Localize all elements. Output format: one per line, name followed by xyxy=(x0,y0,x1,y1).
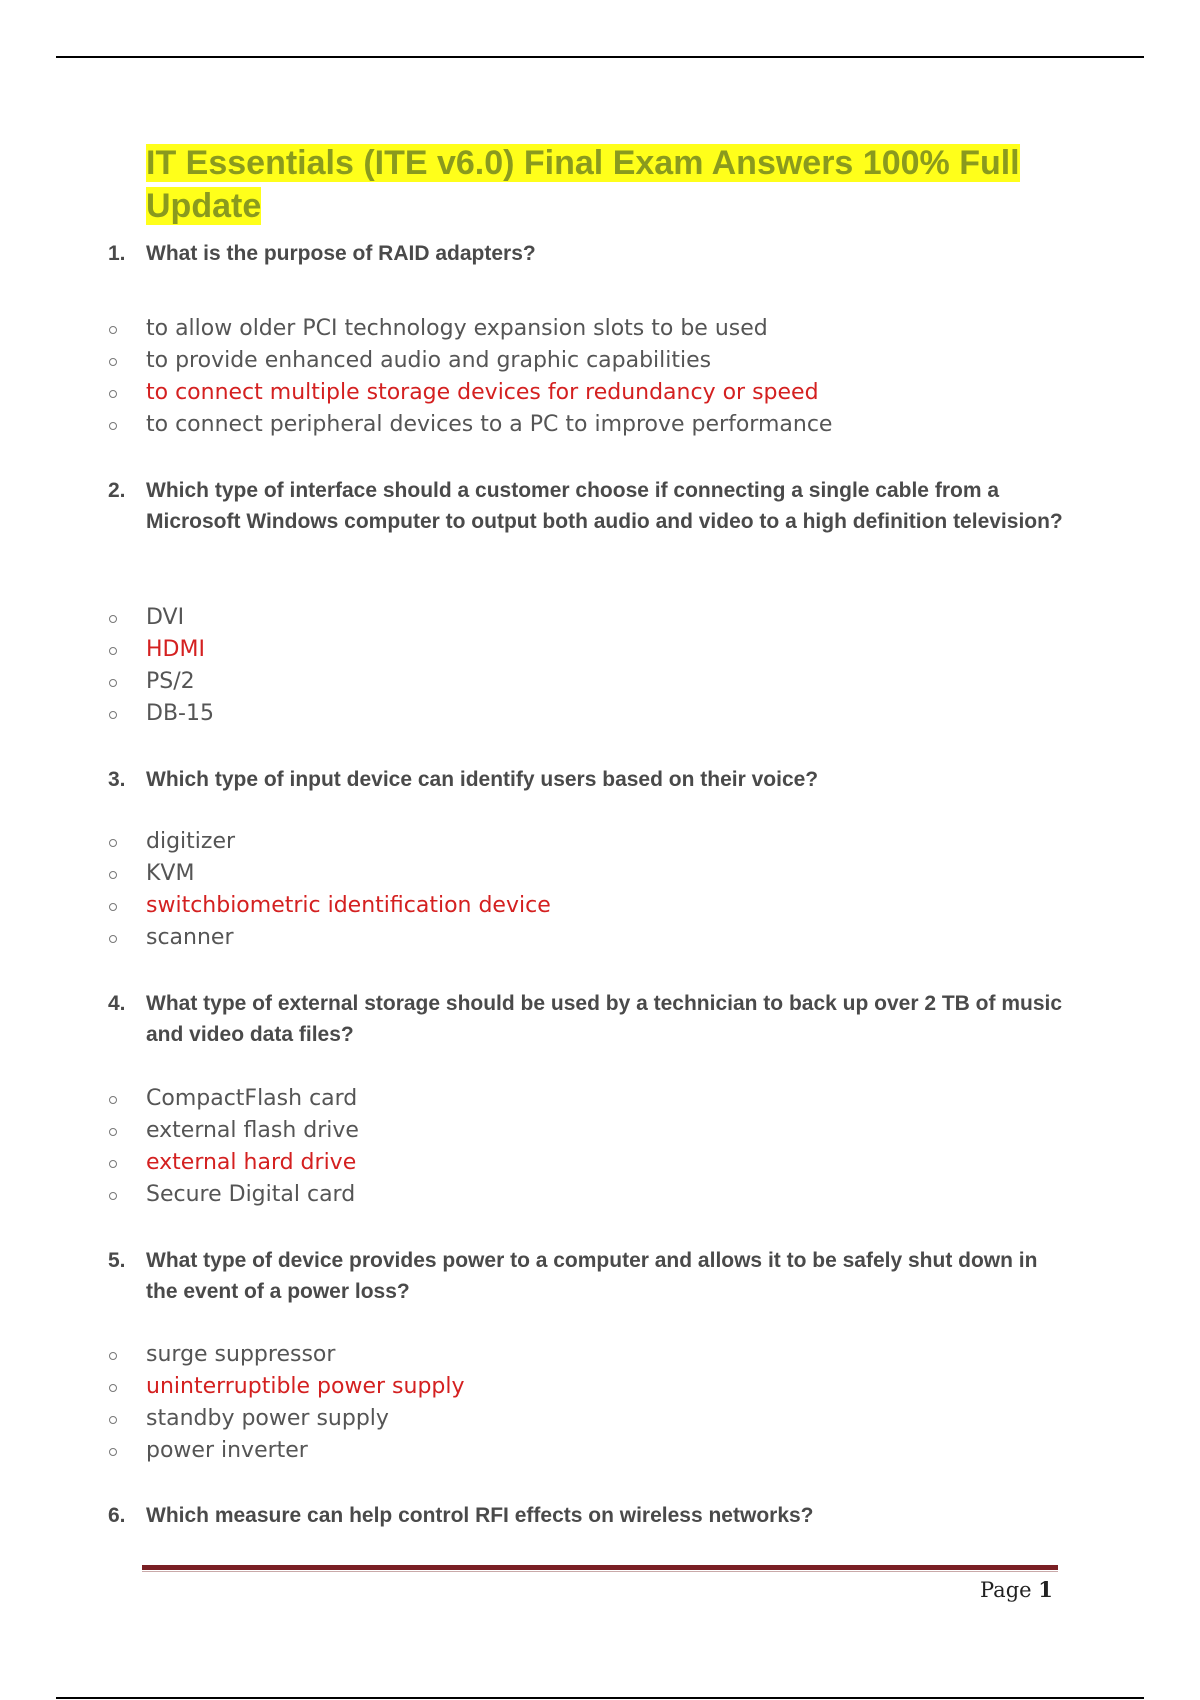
circle-bullet-icon xyxy=(109,1096,117,1104)
circle-bullet-icon xyxy=(109,1416,117,1424)
answer-text: standby power supply xyxy=(146,1406,389,1431)
question-text: What type of external storage should be used by a technician to back up over 2 TB of music and video data files? xyxy=(146,992,1063,1046)
circle-bullet-icon xyxy=(109,326,117,334)
answer-text: to connect peripheral devices to a PC to improve performance xyxy=(146,412,833,437)
answer-text: to provide enhanced audio and graphic capabilities xyxy=(146,348,712,373)
answer-text: to allow older PCI technology expansion slots to be used xyxy=(146,316,768,341)
circle-bullet-icon xyxy=(109,871,117,879)
circle-bullet-icon xyxy=(109,647,117,655)
question-number: 1. xyxy=(108,242,126,265)
circle-bullet-icon xyxy=(109,1352,117,1360)
circle-bullet-icon xyxy=(109,679,117,687)
answer-text: scanner xyxy=(146,925,234,950)
document-title xyxy=(146,142,1046,228)
circle-bullet-icon xyxy=(109,1128,117,1136)
circle-bullet-icon xyxy=(109,1448,117,1456)
answer-text: DVI xyxy=(146,605,185,630)
answer-text: digitizer xyxy=(146,829,236,854)
question-number: 4. xyxy=(108,992,126,1015)
top-rule xyxy=(56,56,1144,58)
bottom-rule xyxy=(56,1697,1144,1699)
footer-rule-shadow xyxy=(142,1571,1058,1572)
circle-bullet-icon xyxy=(109,711,117,719)
question-number: 3. xyxy=(108,768,126,791)
circle-bullet-icon xyxy=(109,935,117,943)
answer-text: external flash drive xyxy=(146,1118,359,1143)
correct-answer-text: external hard drive xyxy=(146,1150,357,1175)
answer-text: PS/2 xyxy=(146,669,195,694)
question-text: What is the purpose of RAID adapters? xyxy=(146,242,536,265)
answer-text: surge suppressor xyxy=(146,1342,336,1367)
footer-rule xyxy=(142,1565,1058,1570)
question-text: Which type of input device can identify users based on their voice? xyxy=(146,768,819,791)
circle-bullet-icon xyxy=(109,615,117,623)
page-label: Page xyxy=(980,1578,1032,1602)
circle-bullet-icon xyxy=(109,903,117,911)
question-number: 6. xyxy=(108,1504,126,1527)
correct-answer-text: HDMI xyxy=(146,637,205,662)
circle-bullet-icon xyxy=(109,422,117,430)
question-text: Which type of interface should a customer choose if connecting a single cable from a Microsoft Windows computer to output both audio and video to a high definition television? xyxy=(146,479,1063,533)
answer-text: DB-15 xyxy=(146,701,214,726)
circle-bullet-icon xyxy=(109,1384,117,1392)
correct-answer-text: uninterruptible power supply xyxy=(146,1374,465,1399)
circle-bullet-icon xyxy=(109,839,117,847)
question-number: 2. xyxy=(108,479,126,502)
question-text: Which measure can help control RFI effects on wireless networks? xyxy=(146,1504,814,1527)
answer-text: Secure Digital card xyxy=(146,1182,356,1207)
circle-bullet-icon xyxy=(109,1160,117,1168)
answer-text: power inverter xyxy=(146,1438,308,1463)
circle-bullet-icon xyxy=(109,1192,117,1200)
circle-bullet-icon xyxy=(109,390,117,398)
correct-answer-text: to connect multiple storage devices for redundancy or speed xyxy=(146,380,819,405)
circle-bullet-icon xyxy=(109,358,117,366)
page-number-value: 1 xyxy=(1038,1577,1053,1602)
page-number xyxy=(980,1575,1053,1605)
question-number: 5. xyxy=(108,1249,126,1272)
correct-answer-text: switchbiometric identification device xyxy=(146,893,551,918)
document-title-text: IT Essentials (ITE v6.0) Final Exam Answers 100% Full Update xyxy=(146,144,1020,225)
answer-text: CompactFlash card xyxy=(146,1086,358,1111)
question-text: What type of device provides power to a computer and allows it to be safely shut down in the event of a power loss? xyxy=(146,1249,1038,1303)
answer-text: KVM xyxy=(146,861,195,886)
